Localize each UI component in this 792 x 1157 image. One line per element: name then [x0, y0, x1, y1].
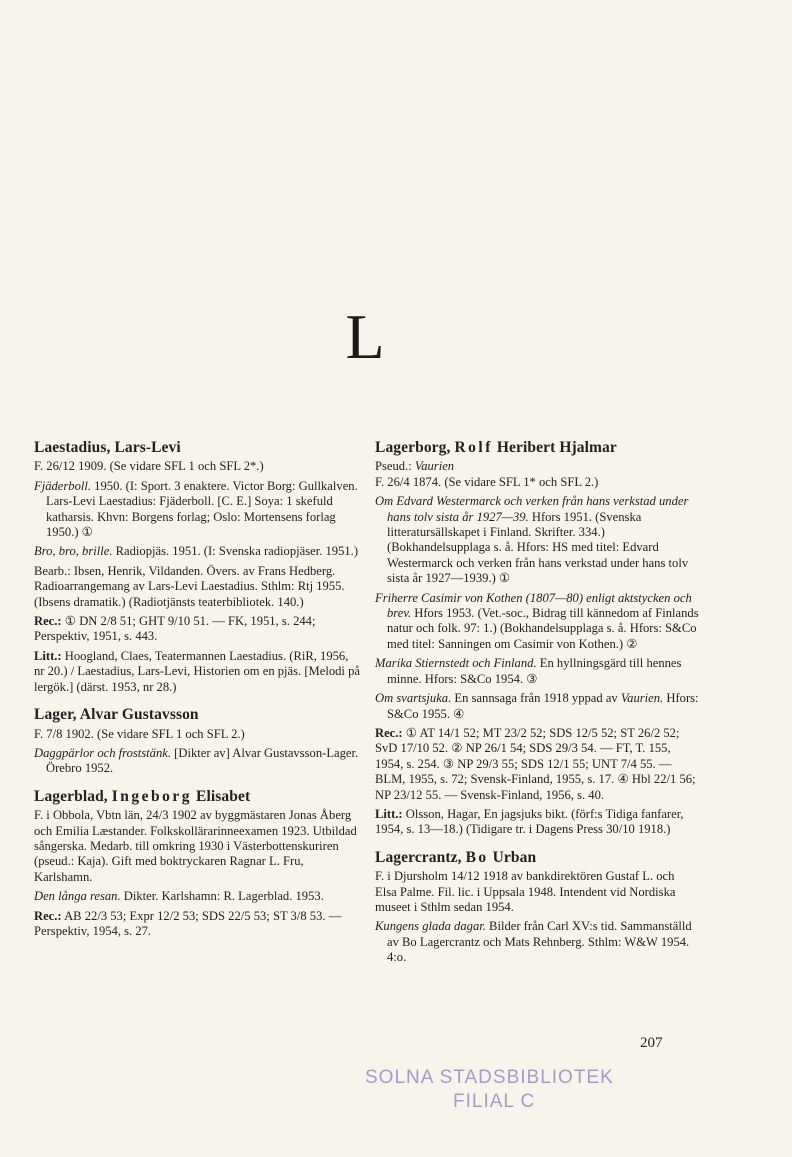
called-name: Rolf	[454, 439, 493, 456]
reviews-text: AB 22/3 53; Expr 12/2 53; SDS 22/5 53; ST 3/8 53. — Perspektiv, 1954, s. 27.	[34, 908, 342, 938]
pseudonym-value: Vaurien	[414, 459, 455, 474]
right-column	[375, 440, 699, 978]
work-item	[34, 746, 360, 777]
birth-line: F. 7/8 1902. (Se vidare SFL 1 och SFL 2.)	[34, 726, 245, 741]
pseudonym-label: Pseud.:	[375, 459, 412, 474]
work-title: Daggpärlor och froststänk.	[34, 745, 172, 760]
surname: Lagerblad,	[34, 787, 108, 805]
work-details: Hfors 1951. (Svenska litteratursällskapet i Finland. Skrifter. 334.) (Bokhandelsupplaga s. å. Hfors: HS med titel: Edvard Westermarck och verken från hans verkstad under hans tolv sista år 1927—1939.) ①	[387, 509, 689, 586]
work-item	[375, 494, 699, 586]
library-stamp	[365, 1066, 655, 1114]
work-details: Dikter. Karlshamn: R. Lagerblad. 1953.	[120, 889, 324, 904]
work-item	[34, 479, 360, 541]
biography: F. i Obbola, Vbtn län, 24/3 1902 av byggmästaren Jonas Åberg och Emilia Læstander. Folkskollärarinneexamen 1923. Utbildad sångerska. Medarb. till omkring 1930 i Västerbottenskuriren (pseud.: Kaja). Gift med boktryckaren Ragnar L. Fru, Karlshamn.	[34, 808, 357, 884]
work-details: Radiopjäs. 1951. (I: Svenska radiopjäser. 1951.)	[112, 544, 359, 559]
literature	[375, 807, 699, 838]
pseudonym	[375, 459, 699, 474]
work-title: Bro, bro, brille.	[34, 544, 113, 559]
work-author: Vaurien.	[620, 691, 664, 706]
stamp-line-2: FILIAL C	[453, 1091, 536, 1112]
reviews	[375, 726, 699, 803]
literature-text: Hoogland, Claes, Teatermannen Laestadius. (RiR, 1956, nr 20.) / Laestadius, Lars-Levi, Historien om en pjäs. [Melodi på lergök.] (därst. 1953, nr 28.)	[34, 648, 360, 694]
work-item	[375, 919, 699, 965]
work-title: Om svartsjuka.	[375, 691, 452, 706]
biography: F. i Djursholm 14/12 1918 av bankdirektören Gustaf L. och Elsa Palme. Fil. lic. i Uppsala 1948. Intendent vid Nordiska museet i Sthlm sedan 1954.	[375, 869, 676, 914]
birth-line: F. 26/12 1909. (Se vidare SFL 1 och SFL 2*.)	[34, 459, 264, 474]
entry-heading	[375, 440, 699, 455]
work-item	[34, 544, 360, 559]
reviews-text: ① DN 2/8 51; GHT 9/10 51. — FK, 1951, s. 244; Perspektiv, 1951, s. 443.	[34, 614, 316, 644]
work-details-tail: Hfors: S&Co 1955. ④	[387, 691, 699, 721]
entry-heading	[34, 789, 360, 804]
work-details: 1950. (I: Sport. 3 enaktere. Victor Borg: Gullkalven. Lars-Levi Laestadius: Fjäderboll. [C. E.] Soya: 1 skefuld katharsis. Khvn: Borgens forlag; Oslo: Mortensens forlag 1950.) ①	[46, 478, 358, 540]
reviews-label: Rec.:	[375, 725, 403, 740]
entry-heading: Laestadius, Lars-Levi	[34, 439, 181, 456]
other-names: Elisabet	[196, 787, 251, 805]
called-name: Ingeborg	[111, 787, 193, 805]
reviews-label: Rec.:	[34, 614, 62, 629]
literature	[34, 649, 360, 695]
other-names: Urban	[492, 848, 537, 866]
birth-line: F. 26/4 1874. (Se vidare SFL 1* och SFL 2.)	[375, 474, 599, 489]
work-item	[34, 889, 360, 904]
entry-lagerborg	[375, 440, 699, 838]
entry-laestadius	[34, 440, 360, 695]
work-details: En sannsaga från 1918 yppad av	[451, 691, 621, 706]
work-item	[375, 691, 699, 722]
reviews	[34, 909, 360, 940]
reviews-text: ① AT 14/1 52; MT 23/2 52; SDS 12/5 52; ST 26/2 52; SvD 17/10 52. ② NP 26/1 54; SDS 29/3 54. — FT, T. 155, 1954, s. 254. ③ NP 29/3 55; SDS 12/1 55; UNT 7/4 55. — BLM, 1955, s. 72; Svensk-Finland, 1955, s. 17. ④ Hbl 22/1 56; NP 23/12 55. — Svensk-Finland, 1956, s. 40.	[375, 725, 696, 802]
work-item	[375, 591, 699, 653]
entry-lagerblad	[34, 789, 360, 940]
entry-lagercrantz	[375, 850, 699, 966]
work-title: Kungens glada dagar.	[375, 919, 486, 934]
stamp-line-1: SOLNA STADSBIBLIOTEK	[365, 1067, 614, 1088]
left-column	[34, 440, 360, 951]
reviews	[34, 614, 360, 645]
work-title: Friherre Casimir von Kothen (1807—80) enligt aktstycken och brev.	[375, 590, 692, 621]
work-details: [Dikter av] Alvar Gustavsson-Lager. Örebro 1952.	[46, 745, 359, 776]
work-title: Fjäderboll.	[34, 478, 92, 493]
work-title: Om Edvard Westermarck och verken från hans verkstad under hans tolv sista år 1927—39.	[375, 494, 689, 524]
adaptation-note: Bearb.: Ibsen, Henrik, Vildanden. Övers. av Frans Hedberg. Radioarrangemang av Lars-Levi Laestadius. Sthlm: Rtj 1955. (Ibsens dramatik.) (Radiotjänsts teaterbibliotek. 140.)	[34, 563, 345, 609]
literature-label: Litt.:	[375, 806, 403, 821]
work-title: Marika Stiernstedt och Finland.	[375, 656, 537, 671]
work-details: Hfors 1953. (Vet.-soc., Bidrag till kännedom af Finlands natur och folk. 97: 1.) (Bokhandelsupplaga s. å. Hfors: S&Co med titel: Sanningen om Casimir von Kothen.) ②	[387, 606, 699, 651]
reviews-label: Rec.:	[34, 908, 62, 923]
literature-text: Olsson, Hagar, En jagsjuks bikt. (förf:s Tidiga fanfarer, 1954, s. 13—18.) (Tidigare tr. i Dagens Press 30/10 1918.)	[375, 806, 684, 837]
work-details: Bilder från Carl XV:s tid. Sammanställd av Bo Lagercrantz och Mats Rehnberg. Sthlm: W&W 1954. 4:o.	[387, 919, 692, 965]
entry-heading: Lager, Alvar Gustavsson	[34, 706, 199, 724]
entry-heading	[375, 850, 699, 865]
section-letter: L	[345, 301, 385, 372]
entry-lager	[34, 707, 360, 777]
work-title: Den långa resan.	[34, 889, 121, 904]
surname: Lagercrantz,	[375, 848, 462, 866]
page-number: 207	[640, 1035, 663, 1051]
called-name: Bo	[465, 848, 489, 866]
other-names: Heribert Hjalmar	[496, 439, 617, 456]
work-item	[375, 656, 699, 687]
surname: Lagerborg,	[375, 439, 451, 456]
work-details: En hyllningsgärd till hennes minne. Hfors: S&Co 1954. ③	[387, 656, 682, 686]
literature-label: Litt.:	[34, 648, 62, 663]
